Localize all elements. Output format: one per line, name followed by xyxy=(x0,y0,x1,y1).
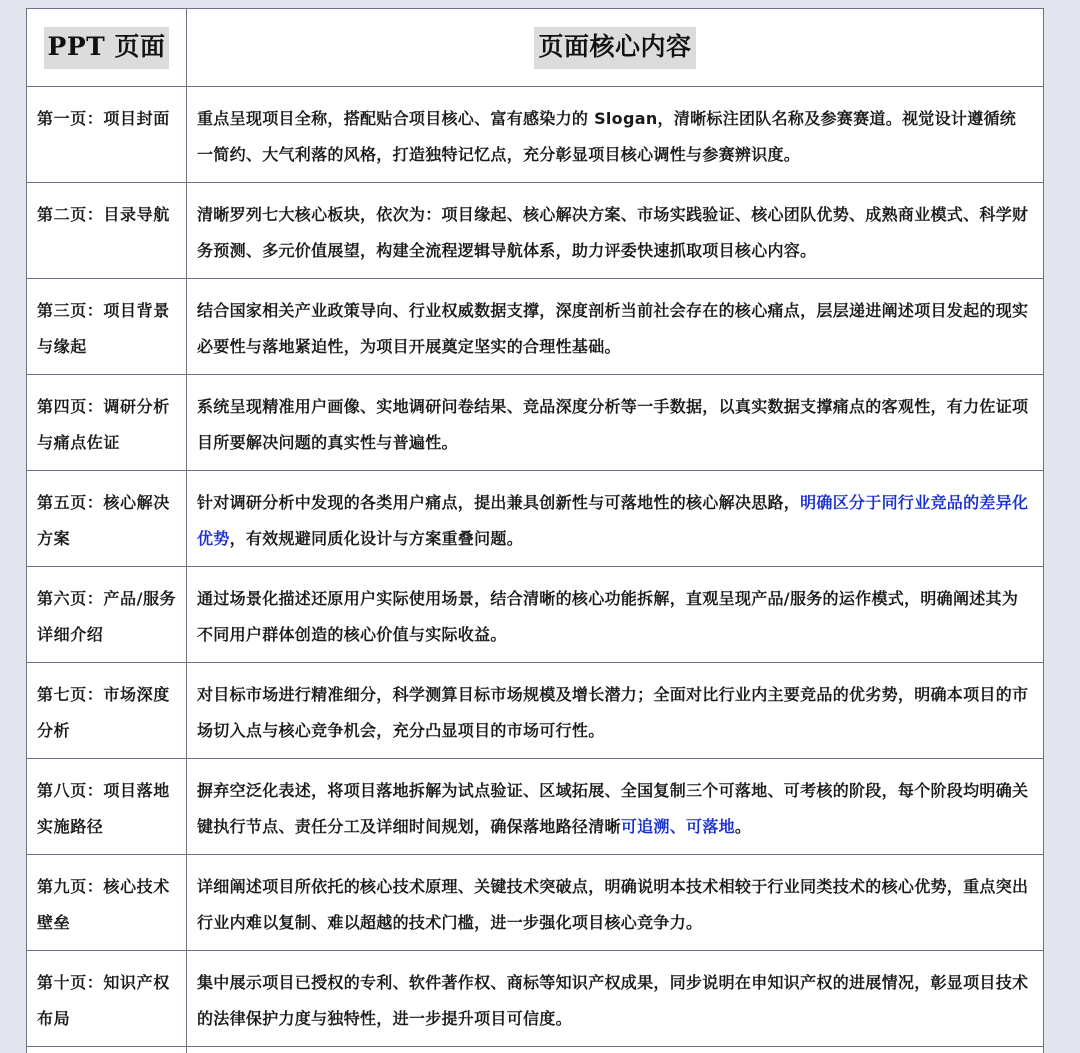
empty-cell xyxy=(27,1047,187,1053)
header-content-label: 页面核心内容 xyxy=(534,27,695,69)
table-row xyxy=(27,183,1044,279)
row-content: 集中展示项目已授权的专利、软件著作权、商标等知识产权成果，同步说明在申知识产权的进展情况，彰显项目技术的法律保护力度与独特性，进一步提升项目可信度。 xyxy=(187,951,1044,1047)
highlighted-text: 明确区分于同行业竞品的差异化优势 xyxy=(197,493,1029,548)
table-row-cutoff xyxy=(27,1047,1044,1053)
content-text: ，有效规避同质化设计与方案重叠问题。 xyxy=(229,529,524,548)
row-content: 对目标市场进行精准细分，科学测算目标市场规模及增长潜力；全面对比行业内主要竞品的优劣势，明确本项目的市场切入点与核心竞争机会，充分凸显项目的市场可行性。 xyxy=(187,663,1044,759)
row-page-title: 第十页：知识产权布局 xyxy=(27,951,187,1047)
row-content xyxy=(187,759,1044,855)
row-page-title: 第三页：项目背景与缘起 xyxy=(27,279,187,375)
empty-cell xyxy=(187,1047,1044,1053)
ppt-content-table xyxy=(26,8,1044,1053)
row-page-title: 第五页：核心解决方案 xyxy=(27,471,187,567)
row-content: 通过场景化描述还原用户实际使用场景，结合清晰的核心功能拆解，直观呈现产品/服务的运作模式，明确阐述其为不同用户群体创造的核心价值与实际收益。 xyxy=(187,567,1044,663)
row-content xyxy=(187,471,1044,567)
table-row xyxy=(27,855,1044,951)
row-content: 详细阐述项目所依托的核心技术原理、关键技术突破点，明确说明本技术相较于行业同类技术的核心优势，重点突出行业内难以复制、难以超越的技术门槛，进一步强化项目核心竞争力。 xyxy=(187,855,1044,951)
row-page-title: 第七页：市场深度分析 xyxy=(27,663,187,759)
table-row xyxy=(27,471,1044,567)
row-page-title: 第八页：项目落地实施路径 xyxy=(27,759,187,855)
row-page-title: 第二页：目录导航 xyxy=(27,183,187,279)
table-row xyxy=(27,951,1044,1047)
row-page-title: 第一页：项目封面 xyxy=(27,87,187,183)
row-content: 清晰罗列七大核心板块，依次为：项目缘起、核心解决方案、市场实践验证、核心团队优势、成熟商业模式、科学财务预测、多元价值展望，构建全流程逻辑导航体系，助力评委快速抓取项目核心内容。 xyxy=(187,183,1044,279)
row-page-title: 第九页：核心技术壁垒 xyxy=(27,855,187,951)
highlighted-text: 可追溯、可落地 xyxy=(620,817,735,836)
table-row xyxy=(27,759,1044,855)
table-row xyxy=(27,663,1044,759)
header-page-label: PPT 页面 xyxy=(44,27,170,69)
table-row xyxy=(27,279,1044,375)
table-row xyxy=(27,87,1044,183)
table-header-row xyxy=(27,9,1044,87)
table-row xyxy=(27,375,1044,471)
content-text: 针对调研分析中发现的各类用户痛点，提出兼具创新性与可落地性的核心解决思路， xyxy=(197,493,801,512)
row-content: 结合国家相关产业政策导向、行业权威数据支撑，深度剖析当前社会存在的核心痛点，层层递进阐述项目发起的现实必要性与落地紧迫性，为项目开展奠定坚实的合理性基础。 xyxy=(187,279,1044,375)
row-page-title: 第六页：产品/服务详细介绍 xyxy=(27,567,187,663)
table-row xyxy=(27,567,1044,663)
row-content: 系统呈现精准用户画像、实地调研问卷结果、竞品深度分析等一手数据，以真实数据支撑痛点的客观性，有力佐证项目所要解决问题的真实性与普遍性。 xyxy=(187,375,1044,471)
row-page-title: 第四页：调研分析与痛点佐证 xyxy=(27,375,187,471)
header-cell-content xyxy=(187,9,1044,87)
content-text: 摒弃空泛化表述，将项目落地拆解为试点验证、区域拓展、全国复制三个可落地、可考核的阶段，每个阶段均明确关键执行节点、责任分工及详细时间规划，确保落地路径清晰 xyxy=(197,781,1029,836)
header-cell-page xyxy=(27,9,187,87)
row-content: 重点呈现项目全称，搭配贴合项目核心、富有感染力的 Slogan，清晰标注团队名称及参赛赛道。视觉设计遵循统一简约、大气利落的风格，打造独特记忆点，充分彰显项目核心调性与参赛辨识度。 xyxy=(187,87,1044,183)
content-text: 。 xyxy=(734,817,752,836)
